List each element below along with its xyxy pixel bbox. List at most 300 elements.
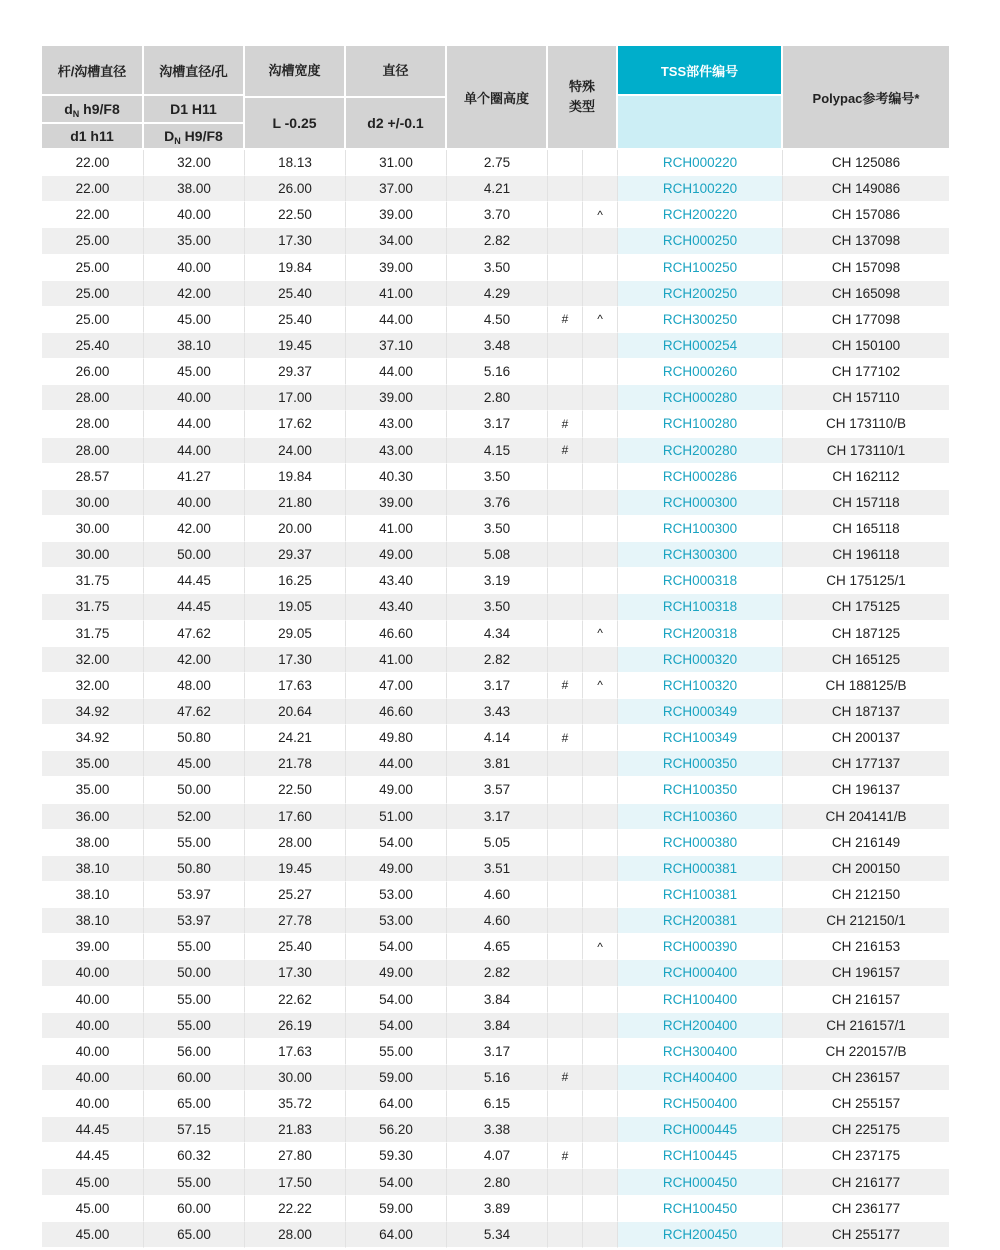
cell-diameter: 44.00: [346, 307, 447, 333]
cell-special-mark-2: [583, 150, 618, 176]
cell-diameter: 54.00: [346, 987, 447, 1013]
cell-groove-diameter: 50.00: [144, 960, 245, 986]
cell-single-height: 5.16: [447, 359, 548, 385]
sub2-subscript: N: [174, 136, 181, 146]
cell-rod-diameter: 38.10: [42, 882, 144, 908]
cell-groove-diameter: 52.00: [144, 804, 245, 830]
cell-diameter: 43.40: [346, 568, 447, 594]
cell-groove-width: 19.45: [245, 333, 346, 359]
cell-rod-diameter: 25.00: [42, 281, 144, 307]
cell-diameter: 47.00: [346, 673, 447, 699]
cell-rod-diameter: 40.00: [42, 1039, 144, 1065]
cell-groove-width: 27.80: [245, 1143, 346, 1169]
header-polypac-ref: Polypac参考编号*: [783, 46, 949, 150]
cell-diameter: 49.00: [346, 960, 447, 986]
cell-special-mark-1: [548, 621, 583, 647]
cell-special-mark-2: ^: [583, 202, 618, 228]
cell-groove-diameter: 41.27: [144, 464, 245, 490]
cell-groove-width: 22.22: [245, 1196, 346, 1222]
cell-diameter: 51.00: [346, 804, 447, 830]
cell-polypac-ref: CH 236177: [783, 1196, 949, 1222]
sub1-main: d: [64, 101, 73, 117]
cell-rod-diameter: 28.00: [42, 385, 144, 411]
cell-single-height: 4.29: [447, 281, 548, 307]
header-tss-sub: [618, 96, 783, 150]
table-row: [42, 307, 949, 333]
cell-single-height: 3.51: [447, 856, 548, 882]
cell-groove-width: 22.50: [245, 202, 346, 228]
cell-special-mark-2: [583, 1117, 618, 1143]
cell-diameter: 43.40: [346, 594, 447, 620]
cell-special-mark-1: [548, 830, 583, 856]
cell-special-mark-2: [583, 594, 618, 620]
cell-rod-diameter: 36.00: [42, 804, 144, 830]
cell-single-height: 4.21: [447, 176, 548, 202]
cell-groove-width: 24.21: [245, 725, 346, 751]
cell-groove-diameter: 44.45: [144, 594, 245, 620]
header-groove-diameter-sub2: [144, 124, 245, 150]
cell-single-height: 5.05: [447, 830, 548, 856]
cell-single-height: 4.34: [447, 621, 548, 647]
cell-special-mark-1: [548, 228, 583, 254]
cell-special-mark-1: [548, 1196, 583, 1222]
cell-tss-part-number: RCH200220: [618, 202, 783, 228]
cell-rod-diameter: 28.57: [42, 464, 144, 490]
cell-polypac-ref: CH 216153: [783, 934, 949, 960]
cell-single-height: 5.16: [447, 1065, 548, 1091]
cell-tss-part-number: RCH000320: [618, 647, 783, 673]
cell-diameter: 39.00: [346, 255, 447, 281]
cell-special-mark-2: [583, 1169, 618, 1195]
cell-groove-width: 30.00: [245, 1065, 346, 1091]
cell-diameter: 49.00: [346, 777, 447, 803]
table-row: [42, 228, 949, 254]
header-groove-width-label: 沟槽宽度: [245, 46, 344, 98]
cell-groove-diameter: 60.00: [144, 1196, 245, 1222]
cell-groove-width: 25.40: [245, 307, 346, 333]
cell-rod-diameter: 40.00: [42, 1013, 144, 1039]
table-row: [42, 594, 949, 620]
cell-tss-part-number: RCH100350: [618, 777, 783, 803]
cell-tss-part-number: RCH100318: [618, 594, 783, 620]
cell-groove-diameter: 55.00: [144, 1013, 245, 1039]
cell-diameter: 59.30: [346, 1143, 447, 1169]
cell-groove-width: 18.13: [245, 150, 346, 176]
cell-rod-diameter: 25.00: [42, 255, 144, 281]
cell-single-height: 4.60: [447, 882, 548, 908]
cell-diameter: 59.00: [346, 1196, 447, 1222]
table-row: [42, 777, 949, 803]
cell-groove-width: 17.63: [245, 1039, 346, 1065]
cell-tss-part-number: RCH000286: [618, 464, 783, 490]
cell-polypac-ref: CH 212150/1: [783, 908, 949, 934]
cell-special-mark-2: [583, 751, 618, 777]
cell-polypac-ref: CH 255157: [783, 1091, 949, 1117]
cell-diameter: 56.20: [346, 1117, 447, 1143]
header-groove-diameter: 沟槽直径/孔: [144, 46, 245, 96]
cell-polypac-ref: CH 187125: [783, 621, 949, 647]
cell-special-mark-2: [583, 516, 618, 542]
cell-rod-diameter: 30.00: [42, 490, 144, 516]
cell-special-mark-1: [548, 150, 583, 176]
cell-single-height: 3.17: [447, 673, 548, 699]
cell-rod-diameter: 31.75: [42, 568, 144, 594]
cell-single-height: 4.15: [447, 438, 548, 464]
cell-rod-diameter: 38.00: [42, 830, 144, 856]
cell-groove-diameter: 42.00: [144, 281, 245, 307]
cell-groove-width: 22.62: [245, 987, 346, 1013]
table-row: [42, 1143, 949, 1169]
cell-rod-diameter: 28.00: [42, 411, 144, 437]
cell-rod-diameter: 34.92: [42, 725, 144, 751]
cell-special-mark-2: [583, 176, 618, 202]
cell-rod-diameter: 44.45: [42, 1143, 144, 1169]
table-row: [42, 438, 949, 464]
cell-polypac-ref: CH 157118: [783, 490, 949, 516]
cell-tss-part-number: RCH100300: [618, 516, 783, 542]
cell-diameter: 41.00: [346, 516, 447, 542]
cell-single-height: 3.81: [447, 751, 548, 777]
cell-diameter: 49.00: [346, 542, 447, 568]
cell-groove-diameter: 40.00: [144, 490, 245, 516]
cell-groove-width: 17.50: [245, 1169, 346, 1195]
cell-polypac-ref: CH 177102: [783, 359, 949, 385]
cell-groove-width: 19.84: [245, 255, 346, 281]
cell-groove-width: 17.30: [245, 960, 346, 986]
cell-groove-diameter: 50.80: [144, 856, 245, 882]
cell-rod-diameter: 30.00: [42, 542, 144, 568]
cell-special-mark-1: [548, 542, 583, 568]
cell-special-mark-2: [583, 490, 618, 516]
cell-polypac-ref: CH 173110/1: [783, 438, 949, 464]
cell-single-height: 4.60: [447, 908, 548, 934]
table-row: [42, 751, 949, 777]
cell-groove-width: 28.00: [245, 830, 346, 856]
cell-special-mark-1: #: [548, 1143, 583, 1169]
cell-polypac-ref: CH 149086: [783, 176, 949, 202]
cell-special-mark-2: [583, 777, 618, 803]
cell-polypac-ref: CH 216157: [783, 987, 949, 1013]
cell-tss-part-number: RCH000300: [618, 490, 783, 516]
cell-groove-width: 17.62: [245, 411, 346, 437]
cell-special-mark-2: [583, 1013, 618, 1039]
cell-rod-diameter: 25.00: [42, 307, 144, 333]
cell-groove-diameter: 55.00: [144, 1169, 245, 1195]
cell-polypac-ref: CH 188125/B: [783, 673, 949, 699]
cell-groove-width: 19.05: [245, 594, 346, 620]
cell-special-mark-1: [548, 202, 583, 228]
cell-special-mark-2: ^: [583, 934, 618, 960]
cell-special-mark-2: [583, 1039, 618, 1065]
table-row: [42, 385, 949, 411]
table-row: [42, 1065, 949, 1091]
cell-groove-width: 19.45: [245, 856, 346, 882]
cell-diameter: 40.30: [346, 464, 447, 490]
cell-special-mark-2: [583, 411, 618, 437]
cell-tss-part-number: RCH300250: [618, 307, 783, 333]
cell-special-mark-1: #: [548, 725, 583, 751]
cell-special-mark-2: [583, 1222, 618, 1248]
cell-special-mark-1: [548, 1013, 583, 1039]
cell-groove-diameter: 50.80: [144, 725, 245, 751]
cell-groove-width: 21.80: [245, 490, 346, 516]
cell-diameter: 54.00: [346, 934, 447, 960]
cell-polypac-ref: CH 196118: [783, 542, 949, 568]
header-single-ring-height: 单个圈高度: [447, 46, 548, 150]
cell-rod-diameter: 44.45: [42, 1117, 144, 1143]
cell-special-mark-1: [548, 777, 583, 803]
cell-polypac-ref: CH 237175: [783, 1143, 949, 1169]
cell-diameter: 41.00: [346, 647, 447, 673]
sub2-tail: H9/F8: [180, 128, 223, 144]
table-row: [42, 1169, 949, 1195]
table-row: [42, 960, 949, 986]
cell-groove-diameter: 48.00: [144, 673, 245, 699]
cell-groove-width: 17.60: [245, 804, 346, 830]
cell-groove-diameter: 40.00: [144, 385, 245, 411]
cell-rod-diameter: 38.10: [42, 856, 144, 882]
cell-diameter: 43.00: [346, 438, 447, 464]
cell-diameter: 53.00: [346, 908, 447, 934]
cell-tss-part-number: RCH100320: [618, 673, 783, 699]
cell-polypac-ref: CH 200137: [783, 725, 949, 751]
cell-groove-width: 17.30: [245, 228, 346, 254]
cell-special-mark-1: [548, 856, 583, 882]
cell-special-mark-1: [548, 882, 583, 908]
cell-special-mark-1: [548, 647, 583, 673]
cell-single-height: 3.50: [447, 516, 548, 542]
cell-groove-diameter: 40.00: [144, 255, 245, 281]
cell-special-mark-2: [583, 1143, 618, 1169]
header-groove-diameter-sub1: D1 H11: [144, 96, 245, 124]
cell-single-height: 3.50: [447, 594, 548, 620]
cell-special-mark-1: [548, 490, 583, 516]
cell-special-mark-1: [548, 908, 583, 934]
cell-polypac-ref: CH 157098: [783, 255, 949, 281]
cell-special-mark-2: [583, 255, 618, 281]
cell-tss-part-number: RCH000450: [618, 1169, 783, 1195]
cell-groove-diameter: 65.00: [144, 1091, 245, 1117]
cell-rod-diameter: 25.40: [42, 333, 144, 359]
cell-tss-part-number: RCH000250: [618, 228, 783, 254]
header-diameter: [346, 46, 447, 150]
cell-single-height: 3.19: [447, 568, 548, 594]
cell-groove-width: 17.00: [245, 385, 346, 411]
cell-tss-part-number: RCH500400: [618, 1091, 783, 1117]
cell-rod-diameter: 22.00: [42, 176, 144, 202]
table-row: [42, 255, 949, 281]
cell-special-mark-1: [548, 281, 583, 307]
cell-special-mark-2: ^: [583, 673, 618, 699]
cell-tss-part-number: RCH100450: [618, 1196, 783, 1222]
cell-single-height: 2.80: [447, 385, 548, 411]
cell-special-mark-2: [583, 438, 618, 464]
table-row: [42, 699, 949, 725]
cell-polypac-ref: CH 216149: [783, 830, 949, 856]
cell-single-height: 3.70: [447, 202, 548, 228]
cell-rod-diameter: 35.00: [42, 777, 144, 803]
cell-single-height: 3.50: [447, 255, 548, 281]
cell-single-height: 3.84: [447, 1013, 548, 1039]
cell-special-mark-1: #: [548, 1065, 583, 1091]
table-row: [42, 934, 949, 960]
cell-diameter: 53.00: [346, 882, 447, 908]
cell-diameter: 46.60: [346, 621, 447, 647]
cell-single-height: 4.14: [447, 725, 548, 751]
sub2-main: D: [164, 128, 175, 144]
cell-polypac-ref: CH 177137: [783, 751, 949, 777]
cell-groove-diameter: 55.00: [144, 934, 245, 960]
cell-rod-diameter: 35.00: [42, 751, 144, 777]
cell-groove-diameter: 53.97: [144, 908, 245, 934]
cell-special-mark-1: [548, 1222, 583, 1248]
cell-rod-diameter: 25.00: [42, 228, 144, 254]
table-row: [42, 1117, 949, 1143]
cell-rod-diameter: 22.00: [42, 150, 144, 176]
cell-polypac-ref: CH 216157/1: [783, 1013, 949, 1039]
cell-rod-diameter: 32.00: [42, 673, 144, 699]
cell-rod-diameter: 40.00: [42, 1091, 144, 1117]
cell-diameter: 39.00: [346, 202, 447, 228]
header-tss-part-number: TSS部件编号: [618, 46, 783, 96]
cell-special-mark-2: [583, 725, 618, 751]
cell-special-mark-2: ^: [583, 621, 618, 647]
cell-polypac-ref: CH 157110: [783, 385, 949, 411]
table-row: [42, 464, 949, 490]
cell-special-mark-1: [548, 699, 583, 725]
header-diameter-label: 直径: [346, 46, 445, 98]
cell-tss-part-number: RCH200450: [618, 1222, 783, 1248]
cell-diameter: 34.00: [346, 228, 447, 254]
cell-special-mark-1: [548, 960, 583, 986]
cell-rod-diameter: 38.10: [42, 908, 144, 934]
cell-groove-width: 17.63: [245, 673, 346, 699]
cell-polypac-ref: CH 162112: [783, 464, 949, 490]
cell-rod-diameter: 39.00: [42, 934, 144, 960]
cell-rod-diameter: 40.00: [42, 987, 144, 1013]
cell-groove-width: 26.00: [245, 176, 346, 202]
header-rod-diameter: 杆/沟槽直径: [42, 46, 144, 96]
cell-special-mark-2: [583, 987, 618, 1013]
header-groove-width: [245, 46, 346, 150]
cell-diameter: 64.00: [346, 1091, 447, 1117]
cell-tss-part-number: RCH300300: [618, 542, 783, 568]
cell-diameter: 44.00: [346, 751, 447, 777]
table-row: [42, 359, 949, 385]
table-row: [42, 621, 949, 647]
cell-rod-diameter: 45.00: [42, 1222, 144, 1248]
cell-groove-diameter: 44.00: [144, 411, 245, 437]
cell-polypac-ref: CH 212150: [783, 882, 949, 908]
cell-tss-part-number: RCH100250: [618, 255, 783, 281]
cell-groove-diameter: 40.00: [144, 202, 245, 228]
cell-polypac-ref: CH 173110/B: [783, 411, 949, 437]
cell-rod-diameter: 40.00: [42, 1065, 144, 1091]
cell-single-height: 4.65: [447, 934, 548, 960]
table-row: [42, 490, 949, 516]
cell-special-mark-2: [583, 882, 618, 908]
header-rod-diameter-sub2: d1 h11: [42, 124, 144, 150]
table-row: [42, 411, 949, 437]
cell-special-mark-1: #: [548, 411, 583, 437]
cell-single-height: 3.48: [447, 333, 548, 359]
cell-polypac-ref: CH 216177: [783, 1169, 949, 1195]
cell-special-mark-2: [583, 908, 618, 934]
cell-groove-diameter: 44.00: [144, 438, 245, 464]
cell-special-mark-1: [548, 385, 583, 411]
cell-diameter: 37.10: [346, 333, 447, 359]
cell-tss-part-number: RCH000381: [618, 856, 783, 882]
cell-diameter: 37.00: [346, 176, 447, 202]
header-special-type: 特殊 类型: [548, 46, 618, 150]
cell-groove-diameter: 57.15: [144, 1117, 245, 1143]
cell-single-height: 3.57: [447, 777, 548, 803]
cell-diameter: 41.00: [346, 281, 447, 307]
cell-special-mark-2: [583, 385, 618, 411]
cell-polypac-ref: CH 165118: [783, 516, 949, 542]
cell-groove-diameter: 44.45: [144, 568, 245, 594]
cell-single-height: 3.84: [447, 987, 548, 1013]
cell-tss-part-number: RCH000280: [618, 385, 783, 411]
sub1-subscript: N: [72, 109, 80, 119]
cell-special-mark-1: [548, 987, 583, 1013]
cell-special-mark-1: #: [548, 673, 583, 699]
cell-groove-diameter: 50.00: [144, 542, 245, 568]
cell-diameter: 49.80: [346, 725, 447, 751]
cell-tss-part-number: RCH000380: [618, 830, 783, 856]
cell-special-mark-2: [583, 699, 618, 725]
cell-diameter: 64.00: [346, 1222, 447, 1248]
cell-special-mark-1: [548, 804, 583, 830]
cell-groove-diameter: 45.00: [144, 307, 245, 333]
cell-special-mark-2: ^: [583, 307, 618, 333]
cell-special-mark-2: [583, 359, 618, 385]
cell-single-height: 2.82: [447, 647, 548, 673]
table-row: [42, 1222, 949, 1248]
cell-special-mark-1: [548, 1039, 583, 1065]
table-row: [42, 281, 949, 307]
cell-groove-width: 25.27: [245, 882, 346, 908]
table-row: [42, 176, 949, 202]
cell-tss-part-number: RCH000350: [618, 751, 783, 777]
cell-polypac-ref: CH 220157/B: [783, 1039, 949, 1065]
cell-groove-width: 19.84: [245, 464, 346, 490]
cell-polypac-ref: CH 157086: [783, 202, 949, 228]
cell-groove-diameter: 42.00: [144, 647, 245, 673]
cell-groove-width: 20.64: [245, 699, 346, 725]
cell-special-mark-1: [548, 359, 583, 385]
table-row: [42, 150, 949, 176]
cell-groove-diameter: 65.00: [144, 1222, 245, 1248]
cell-special-mark-1: [548, 1091, 583, 1117]
cell-groove-width: 28.00: [245, 1222, 346, 1248]
cell-tss-part-number: RCH400400: [618, 1065, 783, 1091]
cell-groove-diameter: 60.32: [144, 1143, 245, 1169]
cell-special-mark-2: [583, 568, 618, 594]
cell-rod-diameter: 31.75: [42, 594, 144, 620]
cell-tss-part-number: RCH000220: [618, 150, 783, 176]
cell-special-mark-1: [548, 255, 583, 281]
cell-polypac-ref: CH 125086: [783, 150, 949, 176]
cell-tss-part-number: RCH100349: [618, 725, 783, 751]
cell-rod-diameter: 30.00: [42, 516, 144, 542]
table-row: [42, 202, 949, 228]
cell-groove-diameter: 50.00: [144, 777, 245, 803]
cell-groove-diameter: 60.00: [144, 1065, 245, 1091]
cell-special-mark-1: [548, 934, 583, 960]
cell-single-height: 2.82: [447, 960, 548, 986]
cell-diameter: 49.00: [346, 856, 447, 882]
